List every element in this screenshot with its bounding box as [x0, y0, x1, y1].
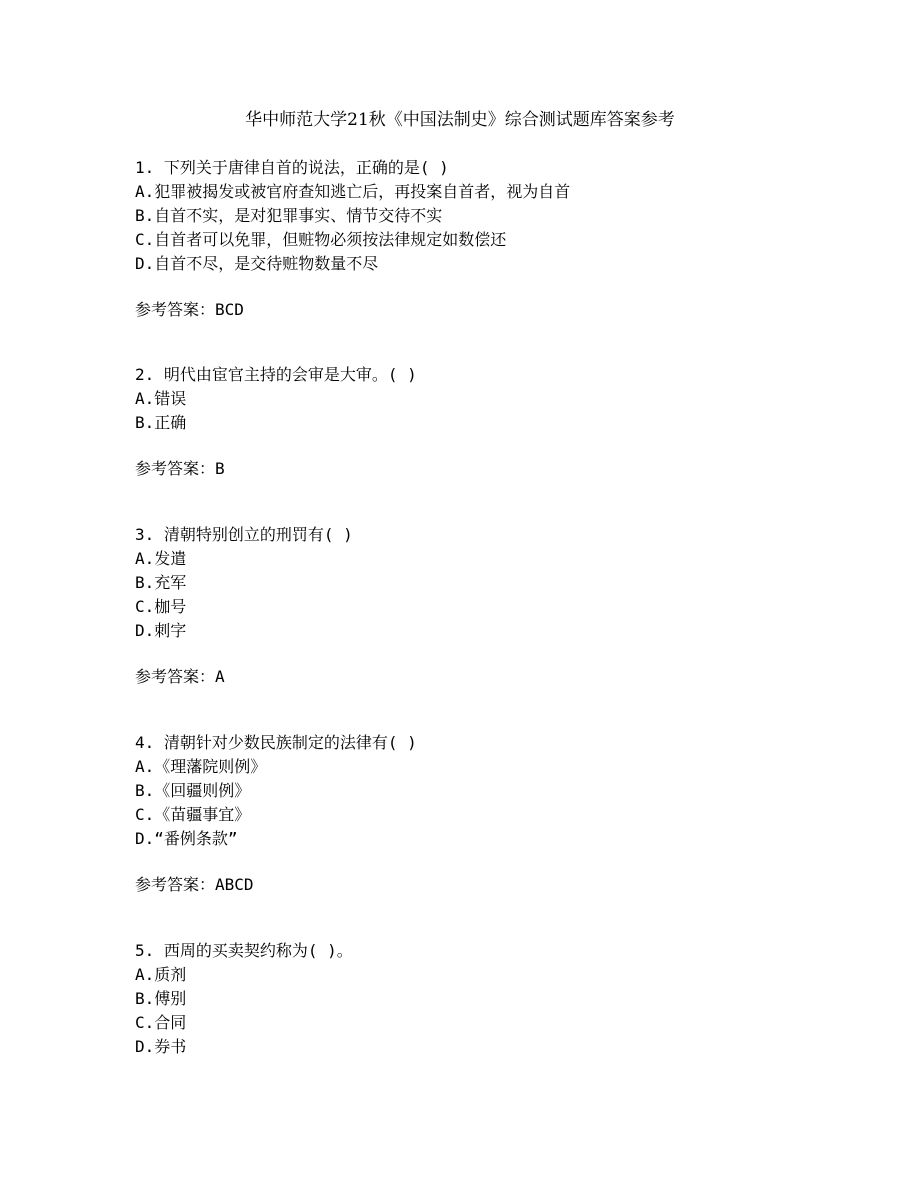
- reference-answer: 参考答案：A: [135, 667, 225, 686]
- option-b: B.充军: [135, 573, 187, 592]
- option-c: C.枷号: [135, 597, 187, 616]
- option-c: C.合同: [135, 1013, 187, 1032]
- option-b: B.《回疆则例》: [135, 781, 251, 800]
- option-b: B.正确: [135, 413, 187, 432]
- question-stem: 3. 清朝特别创立的刑罚有( ): [135, 525, 353, 544]
- option-c: C.自首者可以免罪，但赃物必须按法律规定如数偿还: [135, 230, 507, 249]
- question-stem: 4. 清朝针对少数民族制定的法律有( ): [135, 733, 417, 752]
- question-3: [135, 523, 835, 689]
- question-stem: 1. 下列关于唐律自首的说法，正确的是( ): [135, 158, 449, 177]
- option-a: A.质剂: [135, 965, 187, 984]
- reference-answer: 参考答案：B: [135, 459, 225, 478]
- option-a: A.错误: [135, 389, 187, 408]
- question-2: [135, 363, 835, 481]
- option-a: A.犯罪被揭发或被官府查知逃亡后，再投案自首者，视为自首: [135, 182, 571, 201]
- option-a: A.《理藩院则例》: [135, 757, 267, 776]
- option-c: C.《苗疆事宜》: [135, 805, 251, 824]
- question-4: [135, 731, 835, 897]
- question-stem: 2. 明代由宦官主持的会审是大审。( ): [135, 365, 417, 384]
- question-5: [135, 939, 835, 1059]
- reference-answer: 参考答案：BCD: [135, 300, 244, 319]
- option-d: D.券书: [135, 1037, 187, 1056]
- document-title: 华中师范大学21秋《中国法制史》综合测试题库答案参考: [245, 110, 675, 130]
- reference-answer: 参考答案：ABCD: [135, 875, 254, 894]
- option-a: A.发遣: [135, 549, 187, 568]
- option-b: B.自首不实，是对犯罪事实、情节交待不实: [135, 206, 443, 225]
- option-d: D.“番例条款”: [135, 829, 238, 848]
- option-d: D.刺字: [135, 621, 187, 640]
- question-stem: 5. 西周的买卖契约称为( )。: [135, 941, 353, 960]
- option-b: B.傅别: [135, 989, 187, 1008]
- option-d: D.自首不尽，是交待赃物数量不尽: [135, 254, 379, 273]
- question-1: [135, 156, 835, 322]
